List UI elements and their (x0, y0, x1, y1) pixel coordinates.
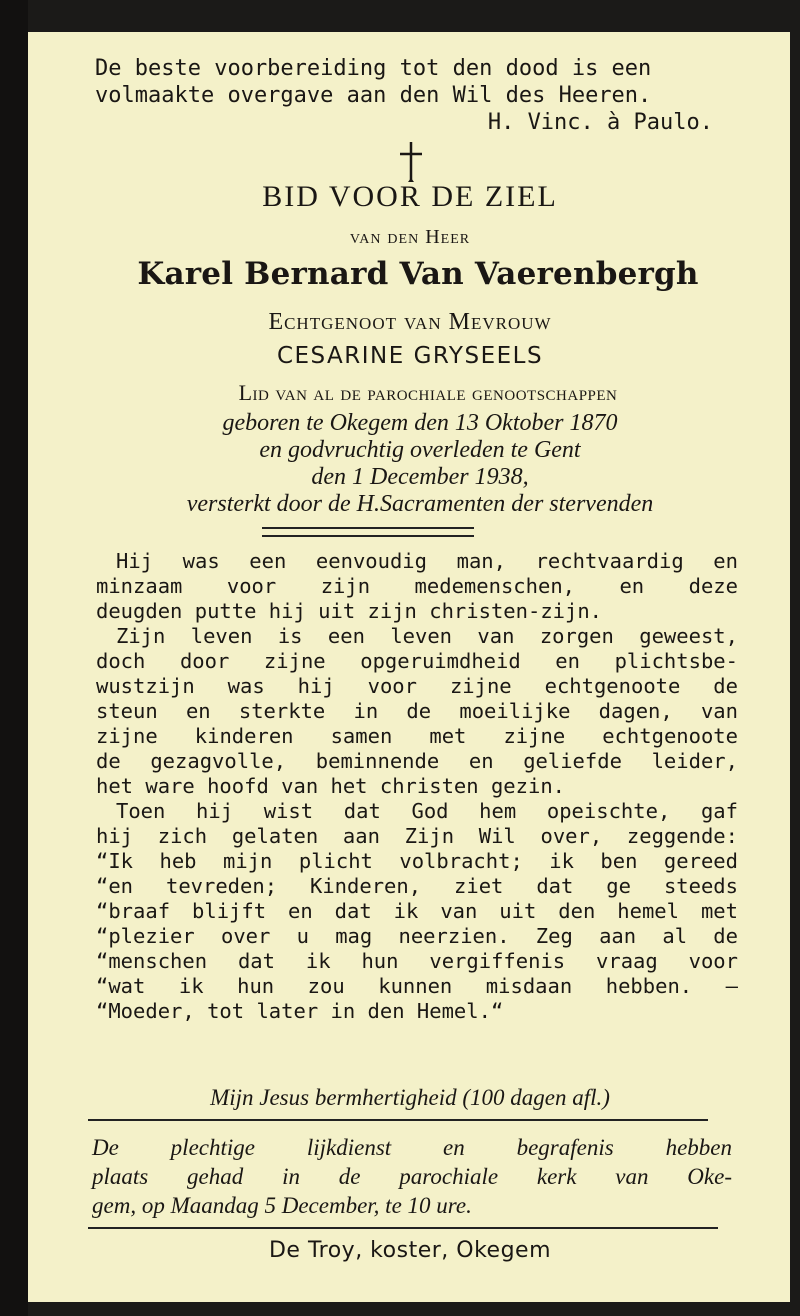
text-line: gem, op Maandag 5 December, te 10 ure. (92, 1193, 472, 1218)
life-line: versterkt door de H.Sacramenten der stervenden (186, 491, 654, 517)
text-line: Hij was een eenvoudig man, rechtvaardig en (116, 549, 738, 573)
text-line: “Ik heb mijn plicht volbracht; ik ben gereed (96, 849, 738, 873)
life-line: geboren te Okegem den 13 Oktober 1870 (222, 410, 618, 436)
eulogy-text (96, 549, 738, 1024)
subheading: van den Heer (349, 226, 471, 248)
indulgence-prayer: Mijn Jesus bermhertigheid (100 dagen afl.) (210, 1085, 610, 1110)
text-line: doch door zijne opgeruimdheid en plichtsbe- (96, 649, 738, 673)
text-line: deugden putte hij uit zijn christen-zijn. (96, 599, 603, 623)
quote-line: volmaakte overgave aan den Wil des Heeren. (95, 83, 652, 108)
life-line: den 1 December 1938, (311, 464, 529, 490)
text-line: het ware hoofd van het christen gezin. (96, 774, 565, 798)
page-title: BID VOOR DE ZIEL (262, 180, 558, 213)
opening-quote (95, 55, 735, 136)
text-line: “braaf blijft en dat ik van uit den hemel met (96, 899, 738, 923)
double-divider (262, 527, 474, 537)
quote-line: De beste voorbereiding tot den dood is een (95, 56, 652, 81)
card-edge-shadow (0, 0, 28, 1316)
text-line: “en tevreden; Kinderen, ziet dat ge steeds (96, 874, 738, 898)
membership-line: Lid van al de parochiale genootschappen (238, 380, 618, 405)
text-line: zijne kinderen samen met zijne echtgenoote (96, 724, 738, 748)
text-line: de gezagvolle, beminnende en geliefde leider, (96, 749, 738, 773)
spouse-name: CESARINE GRYSEELS (276, 343, 544, 369)
text-line: plaats gehad in de parochiale kerk van Oke- (92, 1164, 732, 1189)
funeral-notice (92, 1133, 732, 1220)
divider (88, 1119, 708, 1121)
quote-attribution: H. Vinc. à Paulo. (487, 110, 713, 135)
text-line: wustzijn was hij voor zijne echtgenoote de (96, 674, 738, 698)
divider (88, 1227, 718, 1229)
text-line: Toen hij wist dat God hem opeischte, gaf (116, 799, 738, 823)
text-line: “Moeder, tot later in den Hemel.“ (96, 999, 504, 1023)
deceased-name: Karel Bernard Van Vaerenbergh (137, 256, 699, 292)
life-line: en godvruchtig overleden te Gent (259, 437, 581, 463)
text-line: “plezier over u mag neerzien. Zeg aan al de (96, 924, 738, 948)
life-dates (70, 410, 770, 518)
text-line: “menschen dat ik hun vergiffenis vraag voor (96, 949, 738, 973)
text-line: steun en sterkte in de moeilijke dagen, van (96, 699, 738, 723)
text-line: Zijn leven is een leven van zorgen geweest, (116, 624, 738, 648)
spouse-label: Echtgenoot van Mevrouw (268, 309, 552, 335)
text-line: De plechtige lijkdienst en begrafenis hebben (92, 1135, 732, 1160)
text-line: “wat ik hun zou kunnen misdaan hebben. — (96, 974, 738, 998)
printer-credit: De Troy, koster, Okegem (268, 1238, 551, 1263)
cross-icon (396, 140, 426, 184)
text-line: hij zich gelaten aan Zijn Wil over, zeggende: (96, 824, 738, 848)
text-line: minzaam voor zijn medemenschen, en deze (96, 574, 738, 598)
